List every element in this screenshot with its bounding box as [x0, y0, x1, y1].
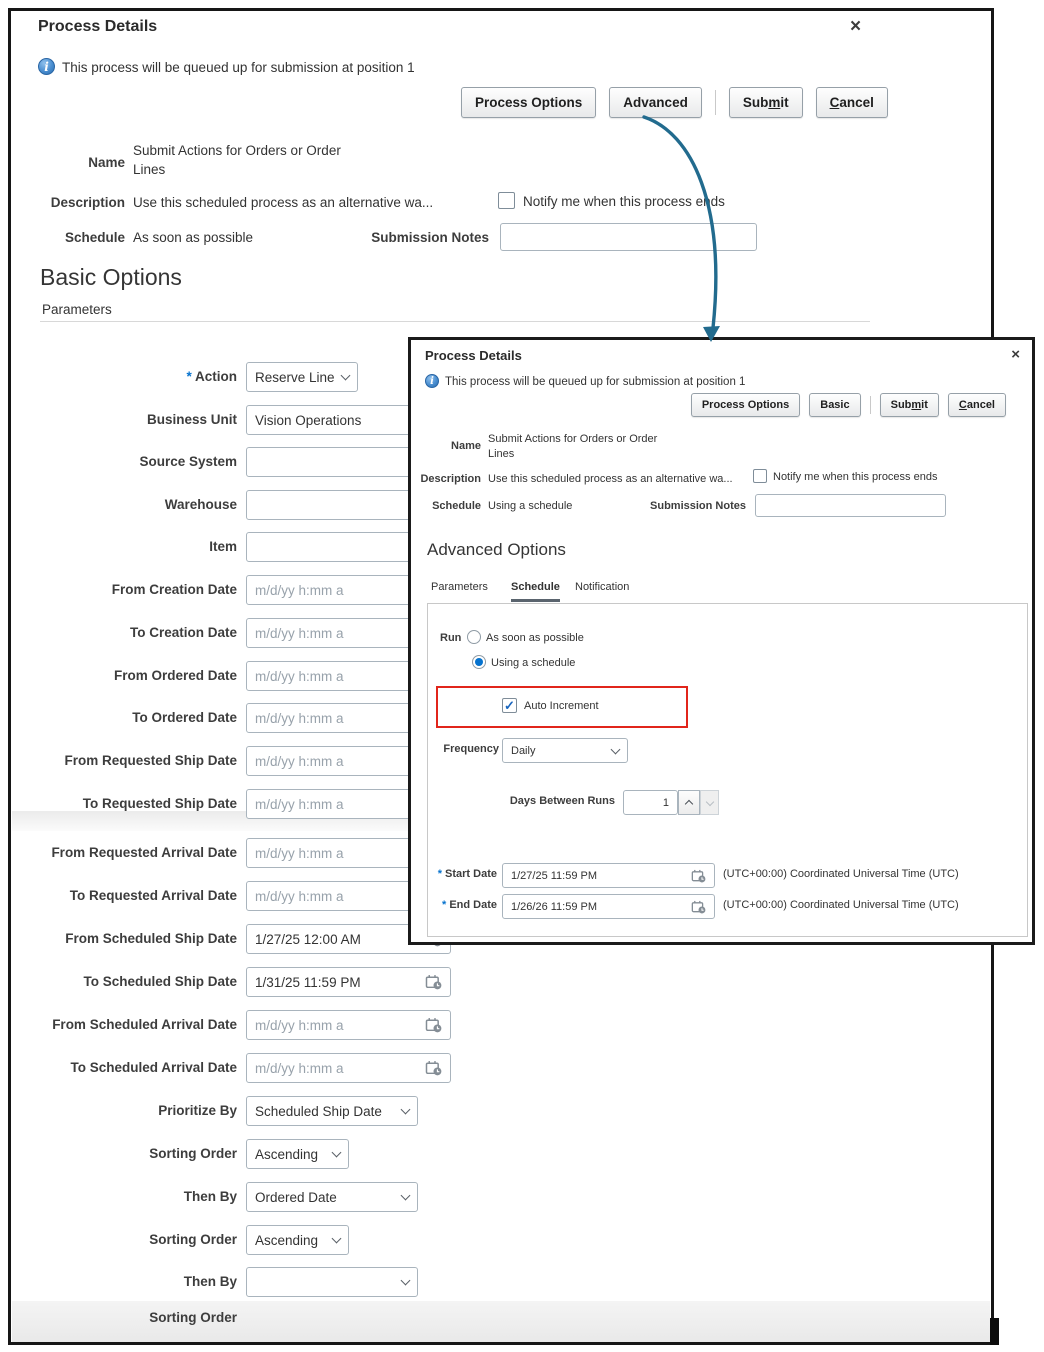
field-label: From Requested Arrival Date [51, 845, 237, 860]
start-date-label: * Start Date [437, 868, 497, 880]
button-separator [870, 396, 871, 414]
process-options-button[interactable]: Process Options [461, 87, 596, 118]
tab-notification[interactable]: Notification [575, 581, 630, 593]
field-value: m/d/yy h:mm a [255, 845, 344, 861]
section-divider [40, 321, 870, 322]
field-to-scheduled-ship-date-input[interactable] [246, 967, 451, 997]
frequency-select[interactable]: Daily [502, 738, 628, 763]
info-message: This process will be queued up for submission at position 1 [62, 60, 415, 75]
end-date-input[interactable]: 1/26/26 11:59 PM [502, 894, 715, 919]
field-value: Scheduled Ship Date [255, 1103, 382, 1119]
field-value: m/d/yy h:mm a [255, 796, 344, 812]
field-label: To Creation Date [129, 625, 237, 640]
field-value: m/d/yy h:mm a [255, 1060, 344, 1076]
info-icon: i [425, 374, 439, 388]
form-row-to-scheduled-ship-date [38, 967, 451, 997]
radio-dot [475, 658, 483, 666]
field-value: m/d/yy h:mm a [255, 1017, 344, 1033]
form-row-from-scheduled-arrival-date [38, 1010, 451, 1040]
field-to-scheduled-arrival-date-input[interactable] [246, 1053, 451, 1083]
field-label: To Requested Arrival Date [69, 888, 237, 903]
run-label: Run [440, 632, 462, 644]
field-value: Ascending [255, 1232, 319, 1248]
notify-label: Notify me when this process ends [523, 194, 725, 209]
field-value: m/d/yy h:mm a [255, 625, 344, 641]
field-label: Prioritize By [158, 1103, 237, 1118]
stepper-down-button[interactable] [700, 790, 719, 815]
field-sorting-order-select[interactable] [246, 1225, 349, 1255]
tab-schedule[interactable]: Schedule [511, 581, 560, 602]
form-row-then-by [38, 1182, 418, 1212]
name-value: Submit Actions for Orders or Order Lines [133, 143, 341, 177]
form-row-sorting-order [38, 1303, 246, 1333]
field-label: Business Unit [146, 412, 237, 427]
field-label: Sorting Order [149, 1310, 237, 1325]
field-value: Vision Operations [255, 412, 362, 428]
advanced-options-heading: Advanced Options [427, 540, 566, 559]
submission-notes-input[interactable] [755, 494, 946, 517]
stepper-up-button[interactable] [678, 790, 700, 815]
field-then-by-select[interactable] [246, 1267, 418, 1297]
radio-label: Using a schedule [491, 657, 576, 669]
field-label: From Requested Ship Date [64, 753, 237, 768]
form-row-item [38, 532, 451, 562]
field-label: To Scheduled Ship Date [83, 974, 237, 989]
field-label: Source System [139, 454, 237, 469]
cancel-button[interactable]: C ancel [816, 87, 888, 118]
calendar-clock-icon[interactable] [691, 900, 706, 914]
field-label: Sorting Order [149, 1232, 237, 1247]
end-date-label: * End Date [441, 899, 497, 911]
name-value: Submit Actions for Orders or Order Lines [488, 433, 658, 460]
radio-using-a-schedule[interactable] [472, 655, 486, 669]
dialog-title: Process Details [425, 348, 522, 363]
field-value: Reserve Line [255, 369, 335, 385]
field-label: From Creation Date [111, 582, 237, 597]
radio-label: As soon as possible [486, 632, 584, 644]
main-action-buttons [461, 87, 888, 118]
field-label: To Ordered Date [132, 710, 237, 725]
overlay-action-buttons [691, 393, 1006, 417]
form-row-sorting-order [38, 1225, 349, 1255]
parameters-subheading: Parameters [42, 302, 112, 317]
submission-notes-label: Submission Notes [650, 500, 746, 512]
notify-checkbox[interactable] [753, 469, 767, 483]
field-value: m/d/yy h:mm a [255, 888, 344, 904]
submit-button[interactable]: Sub m it [729, 87, 803, 118]
form-row-to-requested-ship-date [38, 789, 451, 819]
chevron-down-icon [401, 1191, 411, 1201]
field-label: From Scheduled Ship Date [65, 931, 237, 946]
name-label: Name [451, 440, 481, 452]
dialog-title: Process Details [38, 18, 158, 35]
close-icon[interactable]: × [850, 16, 862, 37]
notify-label: Notify me when this process ends [773, 471, 938, 483]
field-from-scheduled-arrival-date-input[interactable] [246, 1010, 451, 1040]
chevron-down-icon [332, 1234, 342, 1244]
description-label: Description [50, 195, 125, 210]
chevron-down-icon [611, 744, 621, 754]
chevron-down-icon [341, 371, 351, 381]
field-label: Item [209, 539, 237, 554]
form-row-warehouse [38, 490, 451, 520]
form-row-to-ordered-date [38, 703, 451, 733]
start-date-timezone: (UTC+00:00) Coordinated Universal Time (UTC) [723, 868, 959, 880]
close-icon[interactable]: × [1011, 346, 1020, 363]
form-row-business-unit [38, 405, 451, 435]
form-row-from-requested-ship-date [38, 746, 451, 776]
field-value: m/d/yy h:mm a [255, 710, 344, 726]
field-sorting-order-select[interactable] [246, 1139, 349, 1169]
description-label: Description [420, 473, 481, 485]
chevron-up-icon [685, 800, 693, 808]
info-message: This process will be queued up for submission at position 1 [445, 376, 746, 388]
field-value: Ordered Date [255, 1189, 337, 1205]
end-date-timezone: (UTC+00:00) Coordinated Universal Time (UTC) [723, 899, 959, 911]
cancel-button[interactable]: C ancel [948, 393, 1006, 417]
form-row-from-ordered-date [38, 661, 451, 691]
form-row-action [38, 362, 358, 392]
chevron-down-icon [332, 1148, 342, 1158]
field-label: From Ordered Date [113, 668, 237, 683]
field-value: m/d/yy h:mm a [255, 668, 344, 684]
days-between-runs-input[interactable]: 1 [623, 790, 678, 815]
form-row-from-creation-date [38, 575, 451, 605]
submission-notes-input[interactable] [500, 223, 757, 251]
scrollbar-thumb[interactable] [990, 1318, 999, 1345]
info-icon: i [38, 58, 55, 75]
calendar-clock-icon[interactable] [425, 974, 442, 990]
tab-parameters[interactable]: Parameters [431, 581, 488, 593]
form-row-from-requested-arrival-date [38, 838, 451, 868]
name-label: Name [88, 155, 125, 170]
field-value: Ascending [255, 1146, 319, 1162]
form-row-sorting-order [38, 1139, 349, 1169]
form-row-prioritize-by [38, 1096, 418, 1126]
chevron-down-icon [401, 1105, 411, 1115]
start-date-input[interactable]: 1/27/25 11:59 PM [502, 863, 715, 888]
description-value: Use this scheduled process as an alternative wa... [133, 195, 434, 210]
calendar-clock-icon[interactable] [425, 1017, 442, 1033]
field-label: Then By [183, 1189, 237, 1204]
advanced-process-details-dialog [408, 337, 1035, 945]
form-row-to-scheduled-arrival-date [38, 1053, 451, 1083]
auto-increment-checkbox[interactable]: ✓ [502, 698, 517, 713]
button-separator [715, 90, 716, 115]
chevron-down-icon [401, 1276, 411, 1286]
form-row-then-by [38, 1267, 418, 1297]
schedule-label: Schedule [64, 230, 125, 245]
field-label: To Requested Ship Date [82, 796, 237, 811]
field-action-select[interactable] [246, 362, 358, 392]
notify-checkbox[interactable] [498, 192, 515, 209]
submit-button[interactable]: Sub m it [880, 393, 939, 417]
chevron-down-icon [705, 797, 713, 805]
auto-increment-label: Auto Increment [524, 700, 599, 712]
form-row-to-requested-arrival-date [38, 881, 451, 911]
description-value: Use this scheduled process as an alternative wa... [488, 473, 733, 485]
field-label: Then By [183, 1274, 237, 1289]
field-label: Sorting Order [149, 1146, 237, 1161]
field-label: Warehouse [164, 497, 237, 512]
calendar-clock-icon[interactable] [691, 869, 706, 883]
field-then-by-select[interactable] [246, 1182, 418, 1212]
calendar-clock-icon[interactable] [425, 1060, 442, 1076]
radio-as-soon-as-possible[interactable] [467, 630, 481, 644]
field-value: m/d/yy h:mm a [255, 582, 344, 598]
form-row-source-system [38, 447, 451, 477]
schedule-value: As soon as possible [133, 230, 254, 245]
field-value: 1/27/25 12:00 AM [255, 931, 361, 947]
submission-notes-label: Submission Notes [371, 230, 489, 245]
schedule-label: Schedule [432, 500, 481, 512]
field-value: m/d/yy h:mm a [255, 753, 344, 769]
basic-button[interactable]: Basic [809, 393, 860, 417]
basic-options-heading: Basic Options [40, 264, 182, 290]
field-prioritize-by-select[interactable] [246, 1096, 418, 1126]
form-row-from-scheduled-ship-date [38, 924, 451, 954]
field-label: From Scheduled Arrival Date [52, 1017, 237, 1032]
form-row-to-creation-date [38, 618, 451, 648]
frequency-label: Frequency [443, 743, 499, 755]
days-between-runs-label: Days Between Runs [509, 795, 615, 807]
field-label: To Scheduled Arrival Date [70, 1060, 237, 1075]
field-label: * Action [186, 369, 237, 384]
field-value: 1/31/25 11:59 PM [255, 974, 361, 990]
schedule-value: Using a schedule [488, 500, 573, 512]
process-options-button[interactable]: Process Options [691, 393, 800, 417]
advanced-button[interactable]: Advanced [609, 87, 702, 118]
